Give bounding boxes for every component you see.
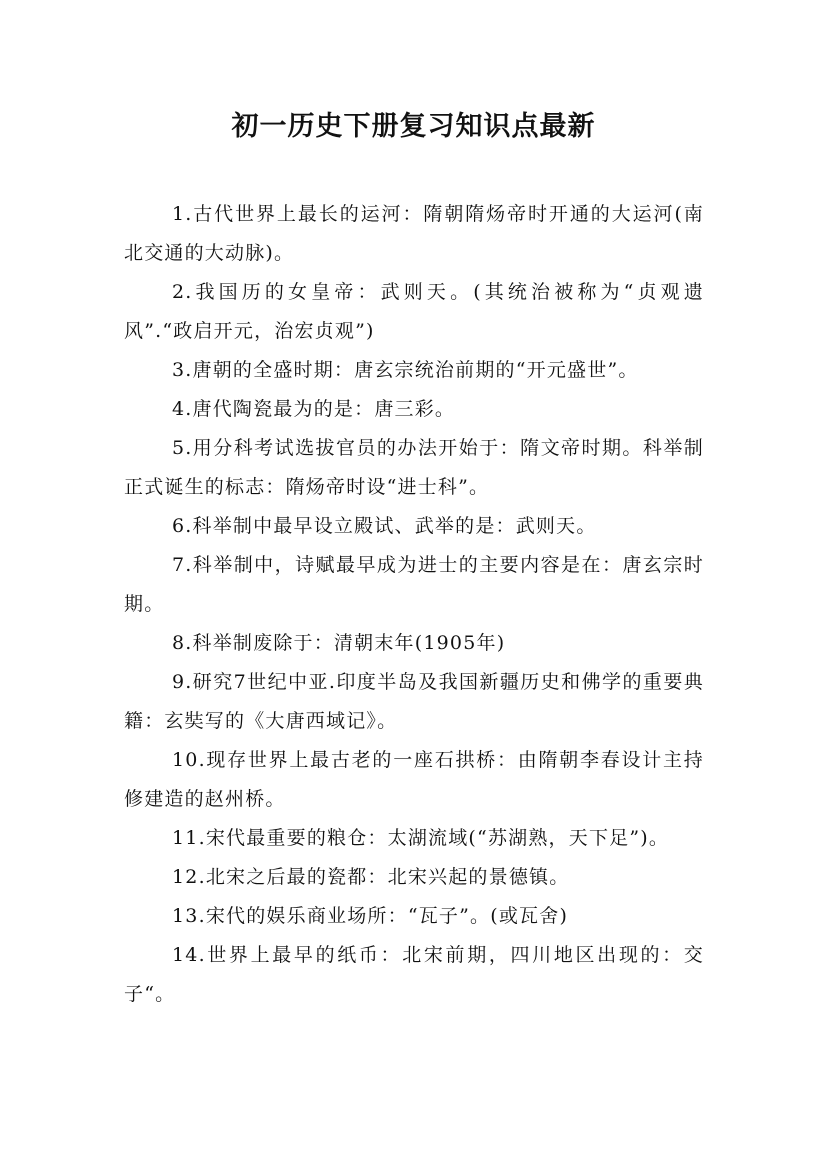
paragraph-3: 3.唐朝的全盛时期：唐玄宗统治前期的“开元盛世”。 (172, 359, 639, 381)
paragraph-7: 7.科举制中，诗赋最早成为进士的主要内容是在：唐玄宗时期。 (124, 554, 704, 615)
paragraph-5: 5.用分科考试选拔官员的办法开始于：隋文帝时期。科举制正式诞生的标志：隋炀帝时设“进士科”。 (124, 437, 704, 498)
page-title: 初一历史下册复习知识点最新 (231, 111, 596, 142)
paragraph-11: 11.宋代最重要的粮仓：太湖流域(“苏湖熟，天下足”)。 (172, 827, 670, 849)
paragraph-2: 2.我国历的女皇帝：武则天。(其统治被称为“贞观遗风”.“政启开元，治宏贞观”) (124, 281, 704, 342)
paragraph-6: 6.科举制中最早设立殿试、武举的是：武则天。 (172, 515, 597, 537)
document-body (124, 195, 704, 1014)
paragraph-10: 10.现存世界上最古老的一座石拱桥：由隋朝李春设计主持修建造的赵州桥。 (124, 749, 704, 810)
paragraph-13: 13.宋代的娱乐商业场所：“瓦子”。(或瓦舍) (172, 905, 569, 927)
paragraph-14: 14.世界上最早的纸币：北宋前期，四川地区出现的：交子“。 (124, 944, 704, 1005)
paragraph-12: 12.北宋之后最的瓷都：北宋兴起的景德镇。 (172, 866, 570, 888)
paragraph-9: 9.研究7世纪中亚.印度半岛及我国新疆历史和佛学的重要典籍：玄奘写的《大唐西域记》。 (124, 671, 704, 732)
paragraph-8: 8.科举制废除于：清朝末年(1905年) (172, 632, 506, 654)
paragraph-4: 4.唐代陶瓷最为的是：唐三彩。 (172, 398, 456, 420)
paragraph-1: 1.古代世界上最长的运河：隋朝隋炀帝时开通的大运河(南北交通的大动脉)。 (124, 203, 704, 264)
